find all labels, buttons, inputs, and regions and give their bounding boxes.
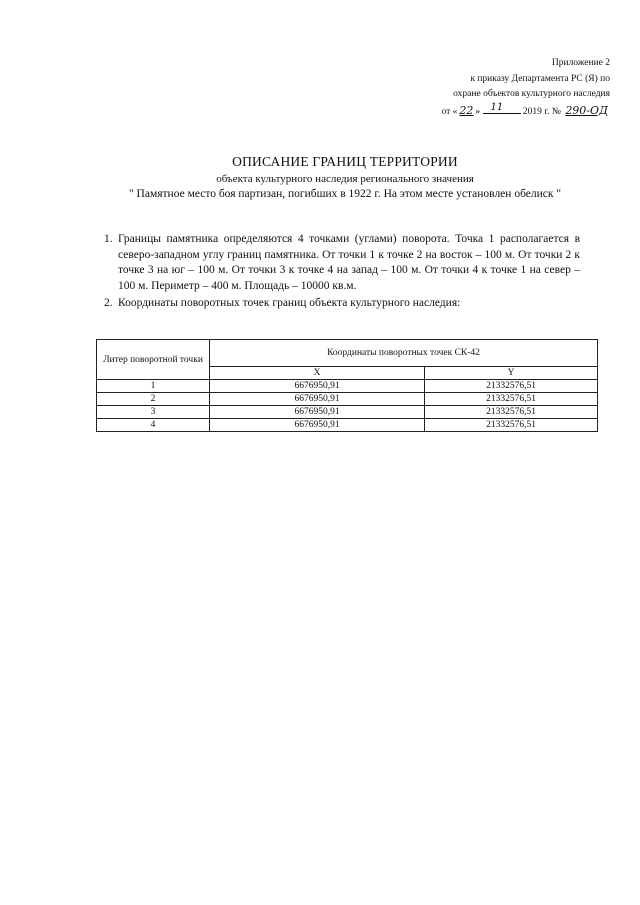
order-year: 2019 г. № [522,106,561,117]
order-month: 11 [490,101,504,113]
point-id-cell: 2 [97,393,210,406]
list-item-text: Координаты поворотных точек границ объекта культурного наследия: [118,297,461,309]
list-item [104,232,580,294]
order-month-field [483,101,521,114]
y-cell: 21332576,51 [425,380,598,393]
appendix-label: Приложение 2 [551,58,610,68]
list-item-number: 1. [104,233,113,245]
document-title: ОПИСАНИЕ ГРАНИЦ ТЕРРИТОРИИ [232,154,458,169]
department-name: охране объектов культурного наследия [453,89,610,99]
x-cell: 6676950,91 [210,393,425,406]
list-item-text: Границы памятника определяются 4 точками (углами) поворота. Точка 1 располагается в северо-западном углу границ памятника. От точки 1 к точке 2 на восток – 100 м. От точки 2 к точке 3 на юг – 100 м. От точки 3 к точке 4 на запад – 100 м. От точки 4 к точке 1 на север – 100 м. Периметр – 400 м. Площадь – 10000 кв.м. [118,233,580,292]
list-item-number: 2. [104,297,113,309]
document-title-block [120,154,570,202]
object-name: " Памятное место боя партизан, погибших в 1922 г. На этом месте установлен обелиск " [128,188,562,200]
coordinates-table [96,339,598,432]
point-id-header: Литер поворотной точки [97,340,210,380]
list-item [104,296,580,312]
y-cell: 21332576,51 [425,393,598,406]
point-id-cell: 3 [97,406,210,419]
x-header: X [210,367,425,380]
y-cell: 21332576,51 [425,406,598,419]
point-id-cell: 4 [97,419,210,432]
date-prefix: от « [441,106,458,117]
order-day: 22 [459,103,474,117]
x-cell: 6676950,91 [210,406,425,419]
x-cell: 6676950,91 [210,419,425,432]
order-reference: к приказу Департамента РС (Я) по [470,73,610,84]
point-id-cell: 1 [97,380,210,393]
table-row [97,380,598,393]
table-row [97,406,598,419]
y-header: Y [425,367,598,380]
table-row [97,393,598,406]
y-cell: 21332576,51 [425,419,598,432]
order-date-line [370,103,610,121]
date-quote: » [475,106,481,117]
document-subtitle: объекта культурного наследия регионального значения [216,173,474,185]
x-cell: 6676950,91 [210,380,425,393]
order-number: 290-ОД [565,103,608,117]
description-list [104,232,580,312]
appendix-header [370,56,610,120]
table-header-row [97,340,598,367]
coordinates-header: Координаты поворотных точек СК-42 [210,340,598,367]
table-row [97,419,598,432]
